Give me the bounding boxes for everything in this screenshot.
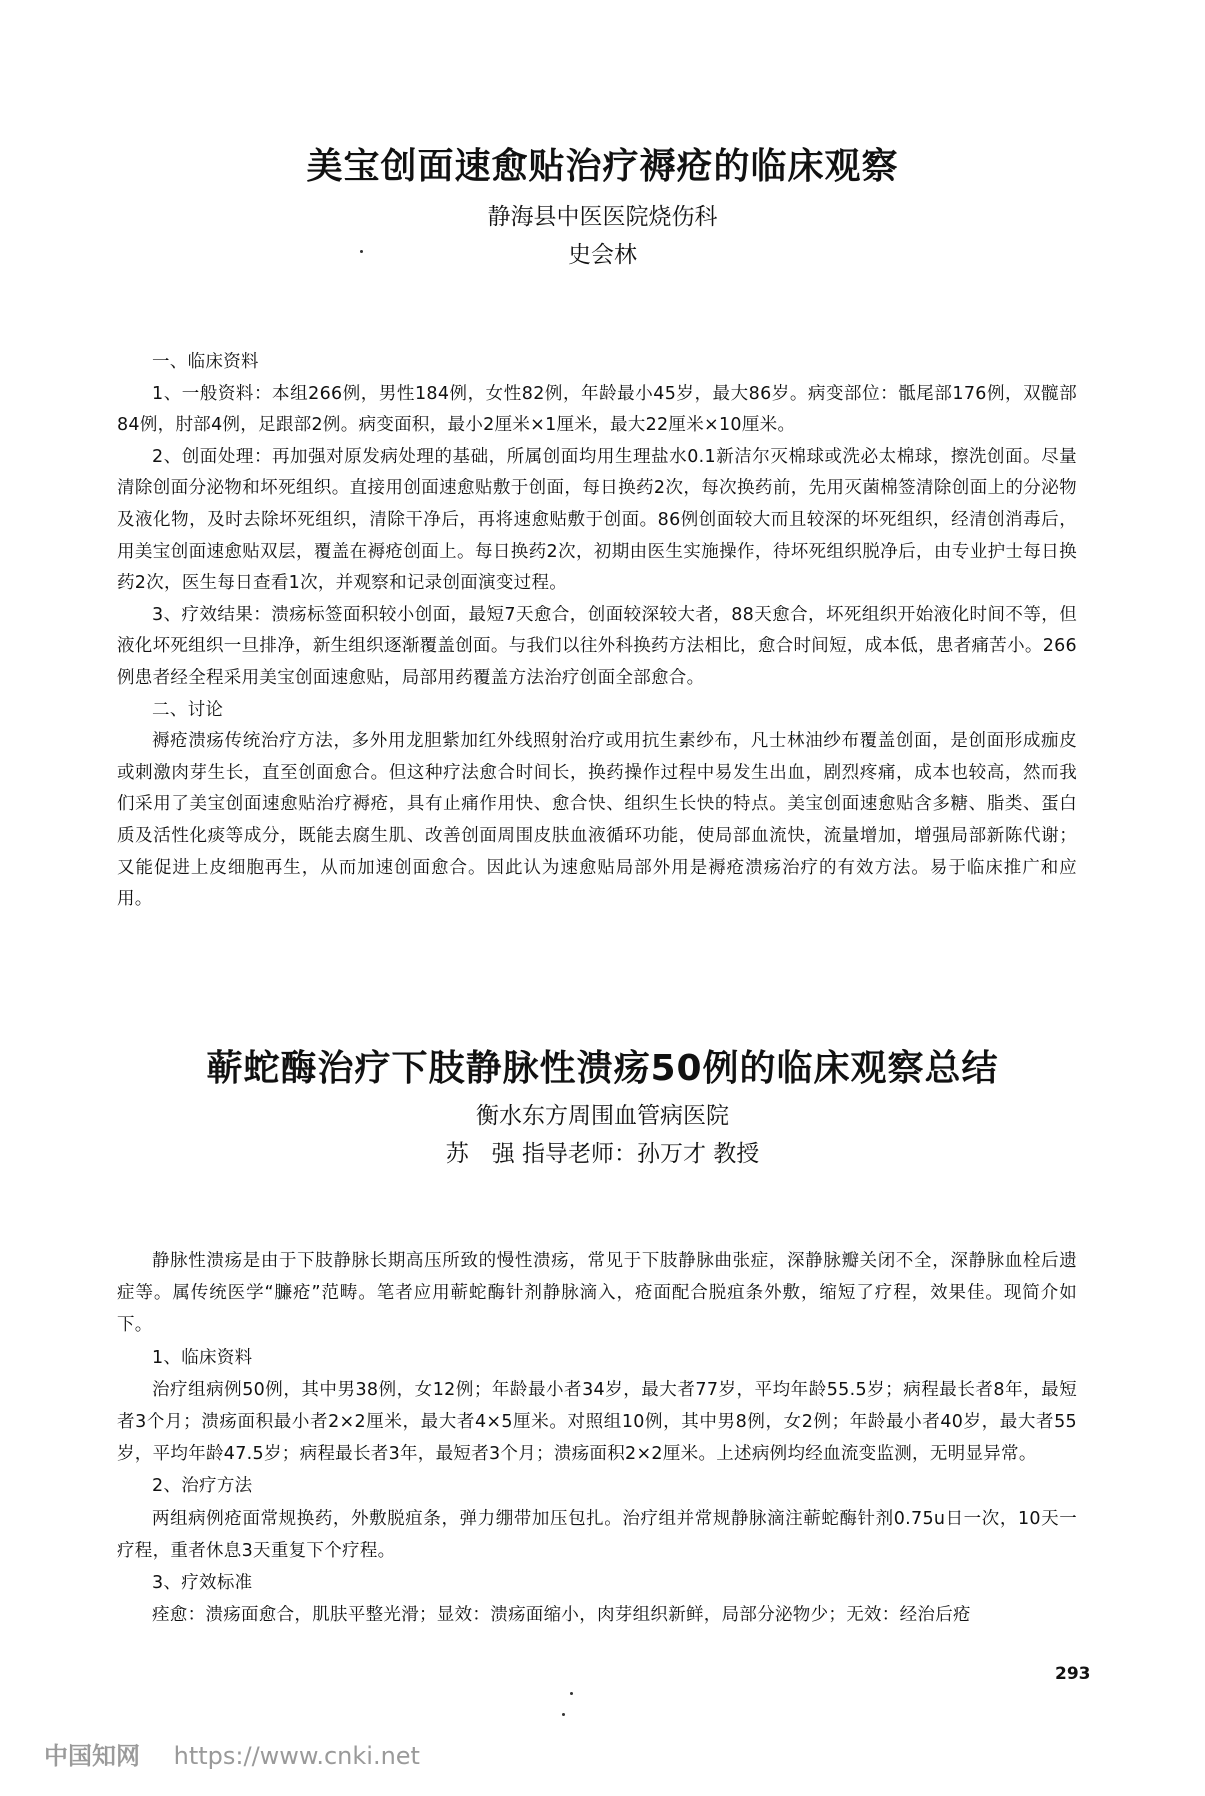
- paragraph: 治疗组病例50例，其中男38例，女12例；年龄最小者34岁，最大者77岁，平均年龄55.5岁；病程最长者8年，最短者3个月；溃疡面积最小者2×2厘米，最大者4×5厘米。对照组10例，其中男8例，女2例；年龄最小者40岁，最大者55岁，平均年龄47.5岁；病程最长者3年，最短者3个月；溃疡面积2×2厘米。上述病例均经血流变监测，无明显异常。: [117, 1379, 1077, 1465]
- scan-speck: [570, 1692, 573, 1695]
- cnki-url[interactable]: https://www.cnki.net: [173, 1742, 420, 1770]
- cnki-logo: 中国知网: [44, 1742, 140, 1770]
- section-heading: 1、临床资料: [152, 1347, 253, 1368]
- section-heading: 3、疗效标准: [152, 1573, 253, 1594]
- article1-body: [117, 347, 1077, 916]
- source-watermark: [44, 1736, 420, 1771]
- article2-title: 蕲蛇酶治疗下肢静脉性溃疡50例的临床观察总结: [206, 1048, 999, 1089]
- page-number: 293: [1055, 1664, 1091, 1684]
- paragraph: 静脉性溃疡是由于下肢静脉长期高压所致的慢性溃疡，常见于下肢静脉曲张症，深静脉瓣关闭不全，深静脉血栓后遗症等。属传统医学“臁疮”范畴。笔者应用蕲蛇酶针剂静脉滴入，疮面配合脱疽条外敷，缩短了疗程，效果佳。现简介如下。: [117, 1251, 1077, 1336]
- article2-author: 苏 强 指导老师：孙万才 教授: [445, 1141, 760, 1167]
- article2-affiliation: 衡水东方周围血管病医院: [476, 1103, 729, 1129]
- paragraph: 痊愈：溃疡面愈合，肌肤平整光滑；显效：溃疡面缩小，肉芽组织新鲜，局部分泌物少；无效：经治后疮: [152, 1605, 971, 1626]
- scan-speck: [360, 250, 363, 253]
- paragraph: 2、创面处理：再加强对原发病处理的基础，所属创面均用生理盐水0.1新洁尔灭棉球或洗必太棉球，擦洗创面。尽量清除创面分泌物和坏死组织。直接用创面速愈贴敷于创面，每日换药2次，每次换药前，先用灭菌棉签清除创面上的分泌物及液化物，及时去除坏死组织，清除干净后，再将速愈贴敷于创面。86例创面较大而且较深的坏死组织，经清创消毒后，用美宝创面速愈贴双层，覆盖在褥疮创面上。每日换药2次，初期由医生实施操作，待坏死组织脱净后，由专业护士每日换药2次，医生每日查看1次，并观察和记录创面演变过程。: [117, 446, 1077, 594]
- section-heading: 2、治疗方法: [152, 1476, 253, 1497]
- paragraph: 两组病例疮面常规换药，外敷脱疽条，弹力绷带加压包扎。治疗组并常规静脉滴注蕲蛇酶针剂0.75u日一次，10天一疗程，重者休息3天重复下个疗程。: [117, 1508, 1077, 1561]
- section-heading: 二、讨论: [152, 699, 224, 720]
- article2-body: [117, 1245, 1077, 1631]
- paragraph: 3、疗效结果：溃疡标签面积较小创面，最短7天愈合，创面较深较大者，88天愈合，坏死组织开始液化时间不等，但液化坏死组织一旦排净，新生组织逐渐覆盖创面。与我们以往外科换药方法相比，愈合时间短，成本低，患者痛苦小。266例患者经全程采用美宝创面速愈贴，局部用药覆盖方法治疗创面全部愈合。: [117, 604, 1077, 688]
- article1-title: 美宝创面速愈贴治疗褥疮的临床观察: [306, 146, 899, 187]
- section-heading: 一、临床资料: [152, 352, 259, 372]
- article1-author: 史会林: [568, 242, 637, 268]
- scan-speck: [562, 1713, 565, 1716]
- paragraph: 1、一般资料：本组266例，男性184例，女性82例，年龄最小45岁，最大86岁。病变部位：骶尾部176例，双髋部84例，肘部4例，足跟部2例。病变面积，最小2厘米×1厘米，最大22厘米×10厘米。: [117, 383, 1077, 436]
- paragraph: 褥疮溃疡传统治疗方法，多外用龙胆紫加红外线照射治疗或用抗生素纱布，凡士林油纱布覆盖创面，是创面形成痂皮或刺激肉芽生长，直至创面愈合。但这种疗法愈合时间长，换药操作过程中易发生出血，剧烈疼痛，成本也较高，然而我们采用了美宝创面速愈贴治疗褥疮，具有止痛作用快、愈合快、组织生长快的特点。美宝创面速愈贴含多糖、脂类、蛋白质及活性化痰等成分，既能去腐生肌、改善创面周围皮肤血液循环功能，使局部血流快，流量增加，增强局部新陈代谢；又能促进上皮细胞再生，从而加速创面愈合。因此认为速愈贴局部外用是褥疮溃疡治疗的有效方法。易于临床推广和应用。: [117, 731, 1077, 910]
- article1-affiliation: 静海县中医医院烧伤科: [487, 204, 718, 230]
